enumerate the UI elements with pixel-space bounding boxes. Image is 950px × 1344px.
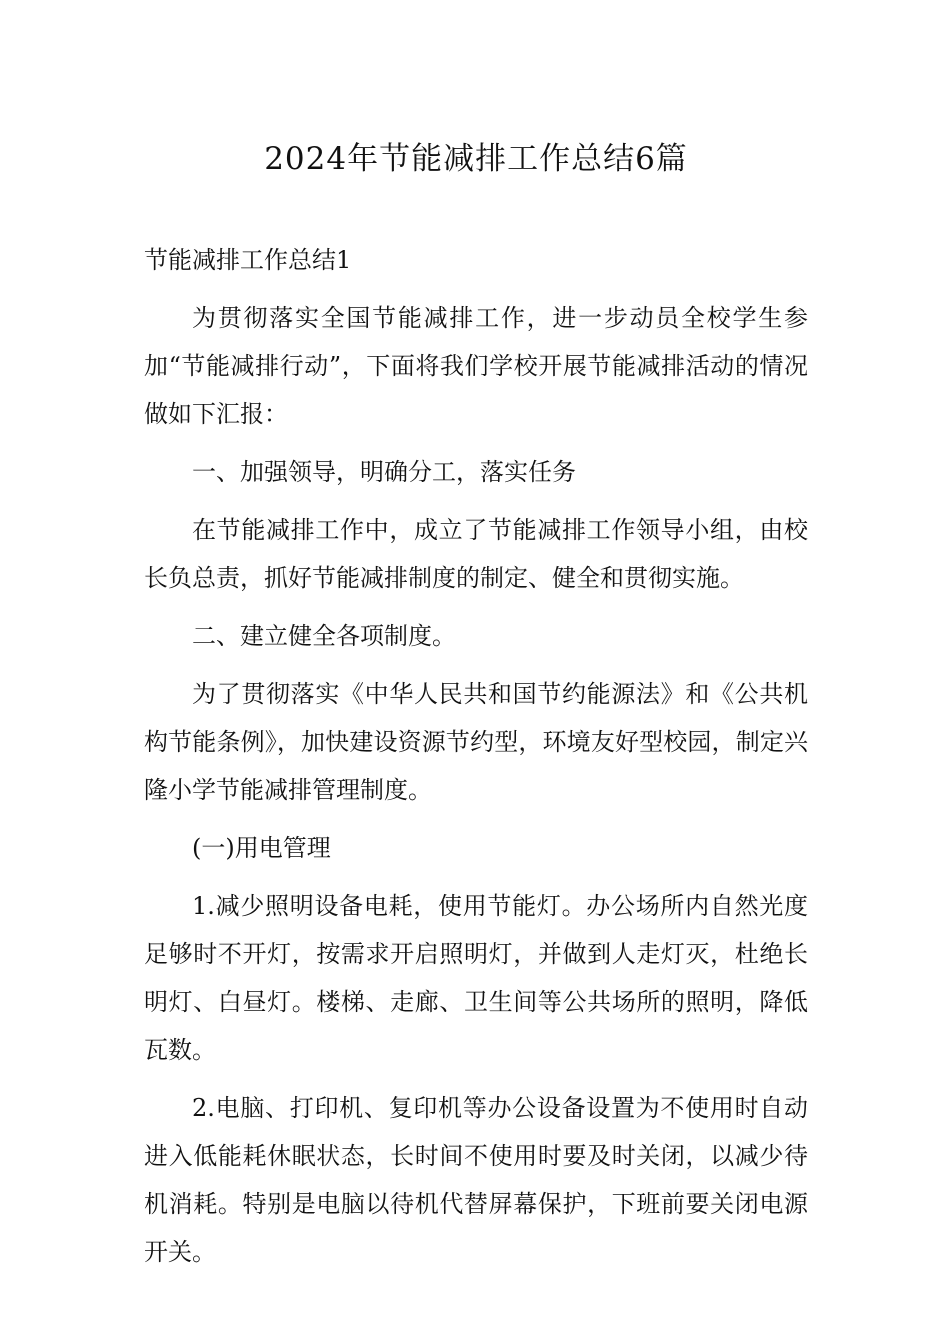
heading-electricity: (一)用电管理 [192,834,331,862]
heading-systems: 二、建立健全各项制度。 [192,622,456,650]
paragraph-office-equipment: 2.电脑、打印机、复印机等办公设备设置为不使用时自动进入低能耗休眠状态，长时间不使用时要及时关闭，以减少待机消耗。特别是电脑以待机代替屏幕保护，下班前要关闭电源开关。 [144,1094,808,1266]
paragraph-systems: 为了贯彻落实《中华人民共和国节约能源法》和《公共机构节能条例》，加快建设资源节约型，环境友好型校园，制定兴隆小学节能减排管理制度。 [144,680,808,804]
paragraph-leadership: 在节能减排工作中，成立了节能减排工作领导小组，由校长负总责，抓好节能减排制度的制定、健全和贯彻实施。 [144,516,808,592]
paragraph-lighting: 1.减少照明设备电耗，使用节能灯。办公场所内自然光度足够时不开灯，按需求开启照明灯，并做到人走灯灭，杜绝长明灯、白昼灯。楼梯、走廊、卫生间等公共场所的照明，降低瓦数。 [144,892,808,1064]
section-heading: 节能减排工作总结1 [144,246,352,274]
paragraph-intro: 为贯彻落实全国节能减排工作，进一步动员全校学生参加“节能减排行动”，下面将我们学校开展节能减排活动的情况做如下汇报： [144,304,808,428]
document-title: 2024年节能减排工作总结6篇 [264,141,688,177]
heading-leadership: 一、加强领导，明确分工，落实任务 [192,458,576,486]
